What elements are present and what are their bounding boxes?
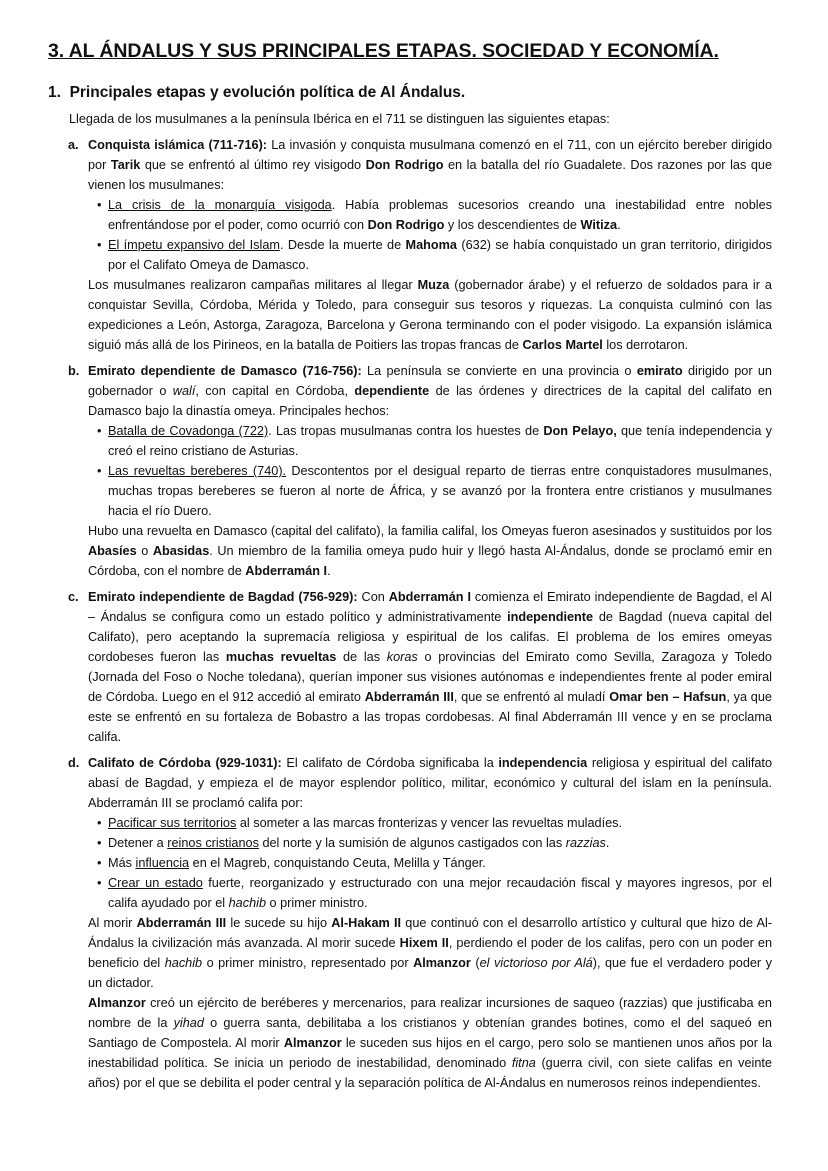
text-run: reinos cristianos <box>167 836 259 850</box>
text-run: comienza el Emirato independiente de Bagdad, el Al – Ándalus se configura como un estado político y administrativamente <box>88 590 772 624</box>
list-item <box>88 853 772 873</box>
document-title: 3. AL ÁNDALUS Y SUS PRINCIPALES ETAPAS. SOCIEDAD Y ECONOMÍA. <box>48 40 719 62</box>
stage-b-bullets <box>88 421 772 521</box>
text-run: Emirato dependiente de Damasco (716-756): <box>88 364 362 378</box>
text-run: . <box>605 836 610 850</box>
list-item <box>88 235 772 275</box>
stage-a-paragraph-2 <box>88 275 772 355</box>
text-run: Emirato independiente de Bagdad (756-929): <box>88 590 358 604</box>
stage-c <box>48 587 772 747</box>
text-run: dirigido por un gobernador o <box>88 364 772 398</box>
text-run: koras <box>386 650 418 664</box>
text-run: . Había problemas sucesorios creando una inestabilidad entre nobles enfrentándose por el poder, como ocurrió con <box>108 198 772 232</box>
stage-d-bullets <box>88 813 772 913</box>
stage-d-paragraph-3 <box>88 993 772 1093</box>
text-run: (gobernador árabe) y el refuerzo de soldados para ir a conquistar Sevilla, Córdoba, Mérida y Toledo, para conseguir sus tesoros y riquezas. La conquista culminó con las expediciones a León, Astorga, Zaragoza, Barcelona y Gerona terminando con el poder visigodo. La expansión islámica siguió más allá de los Pirineos, en la batalla de Poitiers las tropas francas de <box>88 278 772 352</box>
text-run: religiosa y espiritual del califato abasí de Bagdad, y empieza el de mayor esplendor político, militar, económico y cultural del islam en la península. Abderramán III se proclamó califa por: <box>88 756 773 810</box>
list-item <box>88 833 772 853</box>
text-run: en el Magreb, conquistando Ceuta, Melilla y Tánger. <box>189 856 486 870</box>
text-run: La invasión y conquista musulmana comenzó en el 711, con un ejército bereber dirigido por <box>88 138 772 172</box>
stage-a <box>48 135 772 355</box>
text-run: que se enfrentó al último rey visigodo <box>140 158 366 172</box>
text-run: El ímpetu expansivo del Islam <box>108 238 280 252</box>
text-run: hachib <box>164 956 203 970</box>
text-run: Abderramán I <box>388 590 471 604</box>
stage-b-label: b. <box>68 364 80 378</box>
stage-a-bullets <box>88 195 772 275</box>
text-run: de Bagdad (nueva capital del Califato), pero aceptando la supremacía religiosa y espiritual de los califas. El problema de los emires omeyas cordobeses fueron las <box>88 610 772 664</box>
text-run: Hubo una revuelta en Damasco (capital del califato), la familia califal, los Omeyas fueron asesinados y sustituidos por los <box>88 524 772 538</box>
list-item <box>88 195 772 235</box>
text-run: Abasidas <box>152 544 210 558</box>
text-run: Al-Hakam II <box>331 916 402 930</box>
text-run: Califato de Córdoba (929-1031): <box>88 756 282 770</box>
text-run: de las <box>336 650 387 664</box>
text-run: , perdiendo el poder de los califas, pero con un poder en beneficio del <box>88 936 773 970</box>
text-run: emirato <box>636 364 683 378</box>
text-run: Muza <box>417 278 450 292</box>
stage-c-label: c. <box>68 590 79 604</box>
text-run: Abderramán III <box>136 916 227 930</box>
text-run: o <box>136 544 153 558</box>
text-run: Abderramán I <box>245 564 328 578</box>
text-run: Witiza <box>580 218 618 232</box>
stage-d-paragraph-2 <box>88 913 772 993</box>
list-item <box>88 421 772 461</box>
text-run: Hixem II <box>399 936 449 950</box>
text-run: Descontentos por el desigual reparto de tierras entre conquistadores musulmanes, muchas tropas bereberes se fueron al norte de África, y se avanzó por la frontera entre cristianos y musulmanes hacia el río Duero. <box>108 464 772 518</box>
stage-b-paragraph-2 <box>88 521 772 581</box>
text-run: Los musulmanes realizaron campañas militares al llegar <box>88 278 418 292</box>
text-run: , con capital en Córdoba, <box>195 384 355 398</box>
text-run: o provincias del Emirato como Sevilla, Zaragoza y Toledo (Jornada del Foso o Noche toledana), querían imponer sus visiones autónomas e independientes frente al poder emiral de Córdoba. Luego en el 912 accedió al emirato <box>88 650 772 704</box>
list-item <box>88 461 772 521</box>
text-run: yihad <box>173 1016 204 1030</box>
text-run: de las órdenes y directrices de la capital del califato en Damasco bajo la dinastía omeya. Principales hechos: <box>88 384 772 418</box>
text-run: . Desde la muerte de <box>279 238 406 252</box>
stage-d-paragraph-1 <box>88 753 772 813</box>
text-run: al someter a las marcas fronterizas y vencer las revueltas muladíes. <box>236 816 623 830</box>
text-run: Batalla de Covadonga (722) <box>108 424 269 438</box>
text-run: o guerra santa, debilitaba a los cristianos y obtenían grandes botines, como el del saqueó en Santiago de Compostela. Al morir <box>88 1016 772 1050</box>
text-run: Más <box>108 856 136 870</box>
text-run: Crear un estado <box>108 876 203 890</box>
stage-b <box>48 361 772 581</box>
text-run: ( <box>470 956 480 970</box>
text-run: . Las tropas musulmanas contra los huestes de <box>268 424 544 438</box>
text-run: en la batalla del río Guadalete. Dos razones por las que vienen los musulmanes: <box>88 158 772 192</box>
section-heading <box>48 84 465 102</box>
text-run: dependiente <box>354 384 430 398</box>
list-item <box>88 813 772 833</box>
text-run: . <box>617 218 621 232</box>
text-run: Don Pelayo, <box>543 424 617 438</box>
text-run: (632) se había conquistado un gran territorio, dirigidos por el Califato Omeya de Damasco. <box>108 238 772 272</box>
text-run: Don Rodrigo <box>365 158 444 172</box>
text-run: Abderramán III <box>364 690 454 704</box>
text-run: hachib <box>228 896 267 910</box>
text-run: Con <box>357 590 389 604</box>
text-run: Detener a <box>108 836 168 850</box>
text-run: razzias <box>565 836 606 850</box>
list-item <box>88 873 772 913</box>
text-run: independiente <box>507 610 594 624</box>
text-run: le sucede su hijo <box>226 916 332 930</box>
text-run: El califato de Córdoba significaba la <box>281 756 499 770</box>
text-run: La crisis de la monarquía visigoda <box>108 198 332 212</box>
text-run: influencia <box>135 856 190 870</box>
text-run: muchas revueltas <box>225 650 337 664</box>
text-run: ), que fue el verdadero poder y un dictador. <box>88 956 772 990</box>
text-run: , que se enfrentó al muladí <box>453 690 610 704</box>
text-run: Omar ben – Hafsun <box>609 690 727 704</box>
stage-a-label: a. <box>68 138 79 152</box>
text-run: walí <box>172 384 196 398</box>
text-run: Almanzor <box>413 956 471 970</box>
section-number: 1. <box>48 84 61 101</box>
text-run: independencia <box>498 756 588 770</box>
stage-a-paragraph-1 <box>88 135 772 195</box>
section-title: Principales etapas y evolución política de Al Ándalus. <box>69 84 466 101</box>
text-run: del norte y la sumisión de algunos castigados con las <box>258 836 566 850</box>
text-run: Almanzor <box>88 996 146 1010</box>
text-run: La península se convierte en una provincia o <box>361 364 637 378</box>
text-run: fitna <box>511 1056 536 1070</box>
text-run: Abasíes <box>88 544 137 558</box>
text-run: o primer ministro. <box>266 896 368 910</box>
intro-paragraph: Llegada de los musulmanes a la península Ibérica en el 711 se distinguen las siguientes etapas: <box>69 112 610 126</box>
text-run: Carlos Martel <box>522 338 603 352</box>
text-run: . Un miembro de la familia omeya pudo huir y llegó hasta Al-Ándalus, donde se proclamó emir en Córdoba, con el nombre de <box>88 544 773 578</box>
text-run: Las revueltas bereberes (740). <box>108 464 287 478</box>
text-run: que tenía independencia y creó el reino cristiano de Asturias. <box>108 424 773 458</box>
text-run: los derrotaron. <box>602 338 689 352</box>
text-run: Tarik <box>110 158 141 172</box>
stage-c-paragraph-1 <box>88 587 772 747</box>
text-run: y los descendientes de <box>444 218 581 232</box>
text-run: o primer ministro, representado por <box>202 956 414 970</box>
text-run: Don Rodrigo <box>367 218 445 232</box>
text-run: Conquista islámica (711-716): <box>88 138 268 152</box>
text-run: Pacificar sus territorios <box>108 816 237 830</box>
text-run: . <box>327 564 331 578</box>
text-run: Al morir <box>88 916 137 930</box>
text-run: el victorioso por Alá <box>479 956 593 970</box>
text-run: Almanzor <box>283 1036 342 1050</box>
document-body <box>48 109 772 1099</box>
text-run: , ya que este se enfrentó en su fortaleza de Bobastro a las tropas cordobesas. Al final Abderramán III vence y en se proclama califa. <box>88 690 772 744</box>
text-run: creó un ejército de beréberes y mercenarios, para realizar incursiones de saqueo (razzias) que justificaba en nombre de la <box>88 996 772 1030</box>
stage-d <box>48 753 772 1093</box>
text-run: que continuó con el desarrollo artístico y cultural que hizo de Al-Ándalus la civilización más avanzada. Al morir sucede <box>88 916 773 950</box>
text-run: fuerte, reorganizado y estructurado con una mejor recaudación fiscal y mayores ingresos, por el califa ayudado por el <box>108 876 772 910</box>
text-run: Mahoma <box>405 238 457 252</box>
text-run: le suceden sus hijos en el cargo, pero solo se mantienen unos años por la inestabilidad política. Se inicia un periodo de inestabilidad, denominado <box>88 1036 772 1070</box>
stage-d-label: d. <box>68 756 80 770</box>
stage-b-paragraph-1 <box>88 361 772 421</box>
text-run: (guerra civil, con siete califas en veinte años) por el que se debilita el poder central y la separación política de Al-Ándalus en numerosos reinos independientes. <box>88 1056 772 1090</box>
